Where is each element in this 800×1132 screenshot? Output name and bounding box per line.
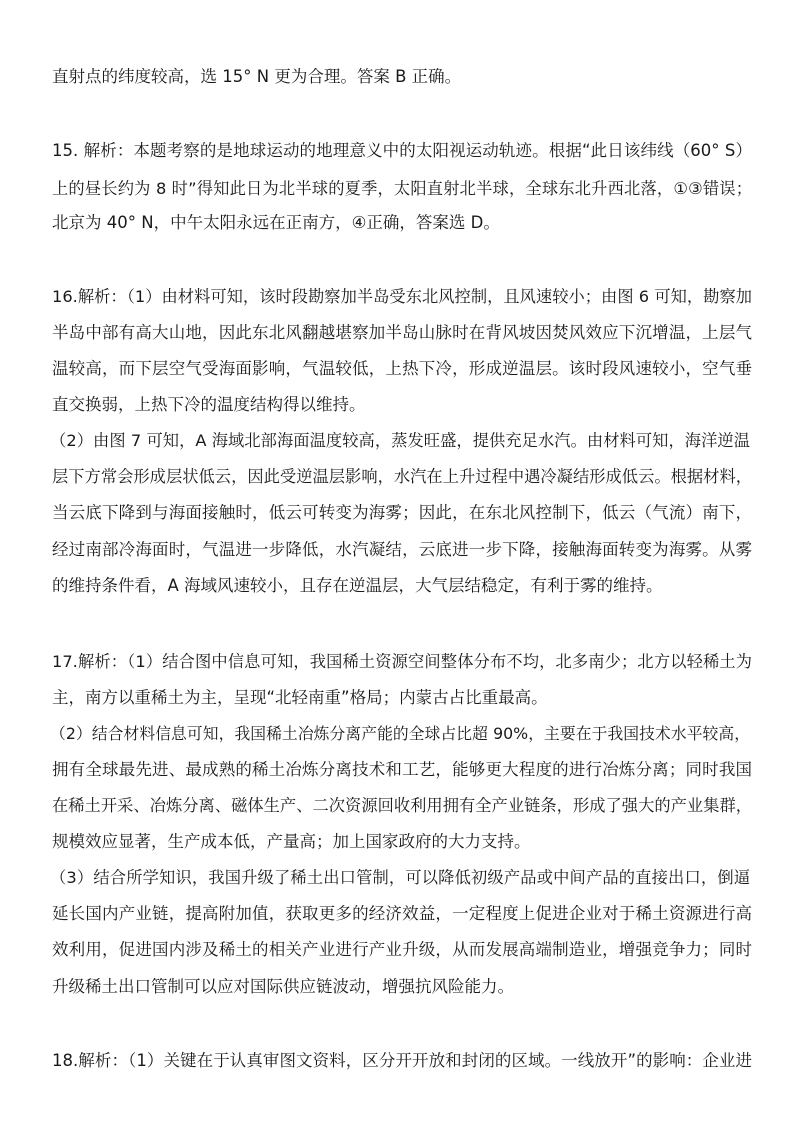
q16-line-9: 的维持条件看，A 海域风速较小，且存在逆温层，大气层结稳定，有利于雾的维持。 <box>52 576 663 595</box>
q17-line-2: 主，南方以重稀土为主，呈现“北轻南重”格局；内蒙古占比重最高。 <box>52 688 548 707</box>
q16-line-7: 当云底下降到与海面接触时，低云可转变为海雾；因此，在东北风控制下，低云（气流）南下， <box>52 503 752 522</box>
q17-line-6: 规模效应显著，生产成本低，产量高；加上国家政府的大力支持。 <box>52 832 531 851</box>
q17-line-1: 17.解析：（1）结合图中信息可知，我国稀土资源空间整体分布不均，北多南少；北方以轻稀土为 <box>52 652 752 671</box>
q16-line-5: （2）由图 7 可知，A 海域北部海面温度较高，蒸发旺盛，提供充足水汽。由材料可知，海洋逆温 <box>50 431 750 450</box>
q17-line-10: 升级稀土出口管制可以应对国际供应链波动，增强抗风险能力。 <box>52 977 514 996</box>
q16-line-1: 16.解析：（1）由材料可知，该时段勘察加半岛受东北风控制，且风速较小；由图 6 可知，勘察加 <box>52 287 752 306</box>
q15-line-2: 上的昼长约为 8 时”得知此日为北半球的夏季，太阳直射北半球，全球东北升西北落，①③错误； <box>52 179 752 198</box>
q17-line-9: 效利用，促进国内涉及稀土的相关产业进行产业升级，从而发展高端制造业，增强竞争力；同时 <box>52 940 752 959</box>
q15-line-3: 北京为 40° N，中午太阳永远在正南方，④正确，答案选 D。 <box>52 213 500 232</box>
q17-line-5: 在稀土开采、冶炼分离、磁体生产、二次资源回收利用拥有全产业链条，形成了强大的产业集群， <box>52 796 752 815</box>
q16-line-8: 经过南部冷海面时，气温进一步降低，水汽凝结，云底进一步下降，接触海面转变为海雾。从雾 <box>52 540 752 559</box>
q17-line-8: 延长国内产业链，提高附加值，获取更多的经济效益，一定程度上促进企业对于稀土资源进行高 <box>52 904 752 923</box>
q16-line-3: 温较高，而下层空气受海面影响，气温较低，上热下冷，形成逆温层。该时段风速较小，空气垂 <box>52 359 752 378</box>
q17-line-3: （2）结合材料信息可知，我国稀土冶炼分离产能的全球占比超 90%，主要在于我国技术水平较高， <box>50 724 750 743</box>
q17-line-4: 拥有全球最先进、最成熟的稀土冶炼分离技术和工艺，能够更大程度的进行冶炼分离；同时我国 <box>52 760 752 779</box>
q16-line-6: 层下方常会形成层状低云，因此受逆温层影响，水汽在上升过程中遇冷凝结形成低云。根据材料， <box>52 467 752 486</box>
q15-line-1: 15. 解析：本题考察的是地球运动的地理意义中的太阳视运动轨迹。根据“此日该纬线（60° S） <box>52 141 752 160</box>
q16-line-4: 直交换弱，上热下冷的温度结构得以维持。 <box>52 395 366 414</box>
q16-line-2: 半岛中部有高大山地，因此东北风翻越堪察加半岛山脉时在背风坡因焚风效应下沉增温，上层气 <box>52 323 752 342</box>
q14-line-1: 直射点的纬度较高，选 15° N 更为合理。答案 B 正确。 <box>52 67 462 86</box>
q17-line-7: （3）结合所学知识，我国升级了稀土出口管制，可以降低初级产品或中间产品的直接出口，倒逼 <box>50 868 750 887</box>
q18-line-1: 18.解析：（1）关键在于认真审图文资料，区分开开放和封闭的区域。一线放开”的影响：企业进 <box>52 1051 752 1070</box>
